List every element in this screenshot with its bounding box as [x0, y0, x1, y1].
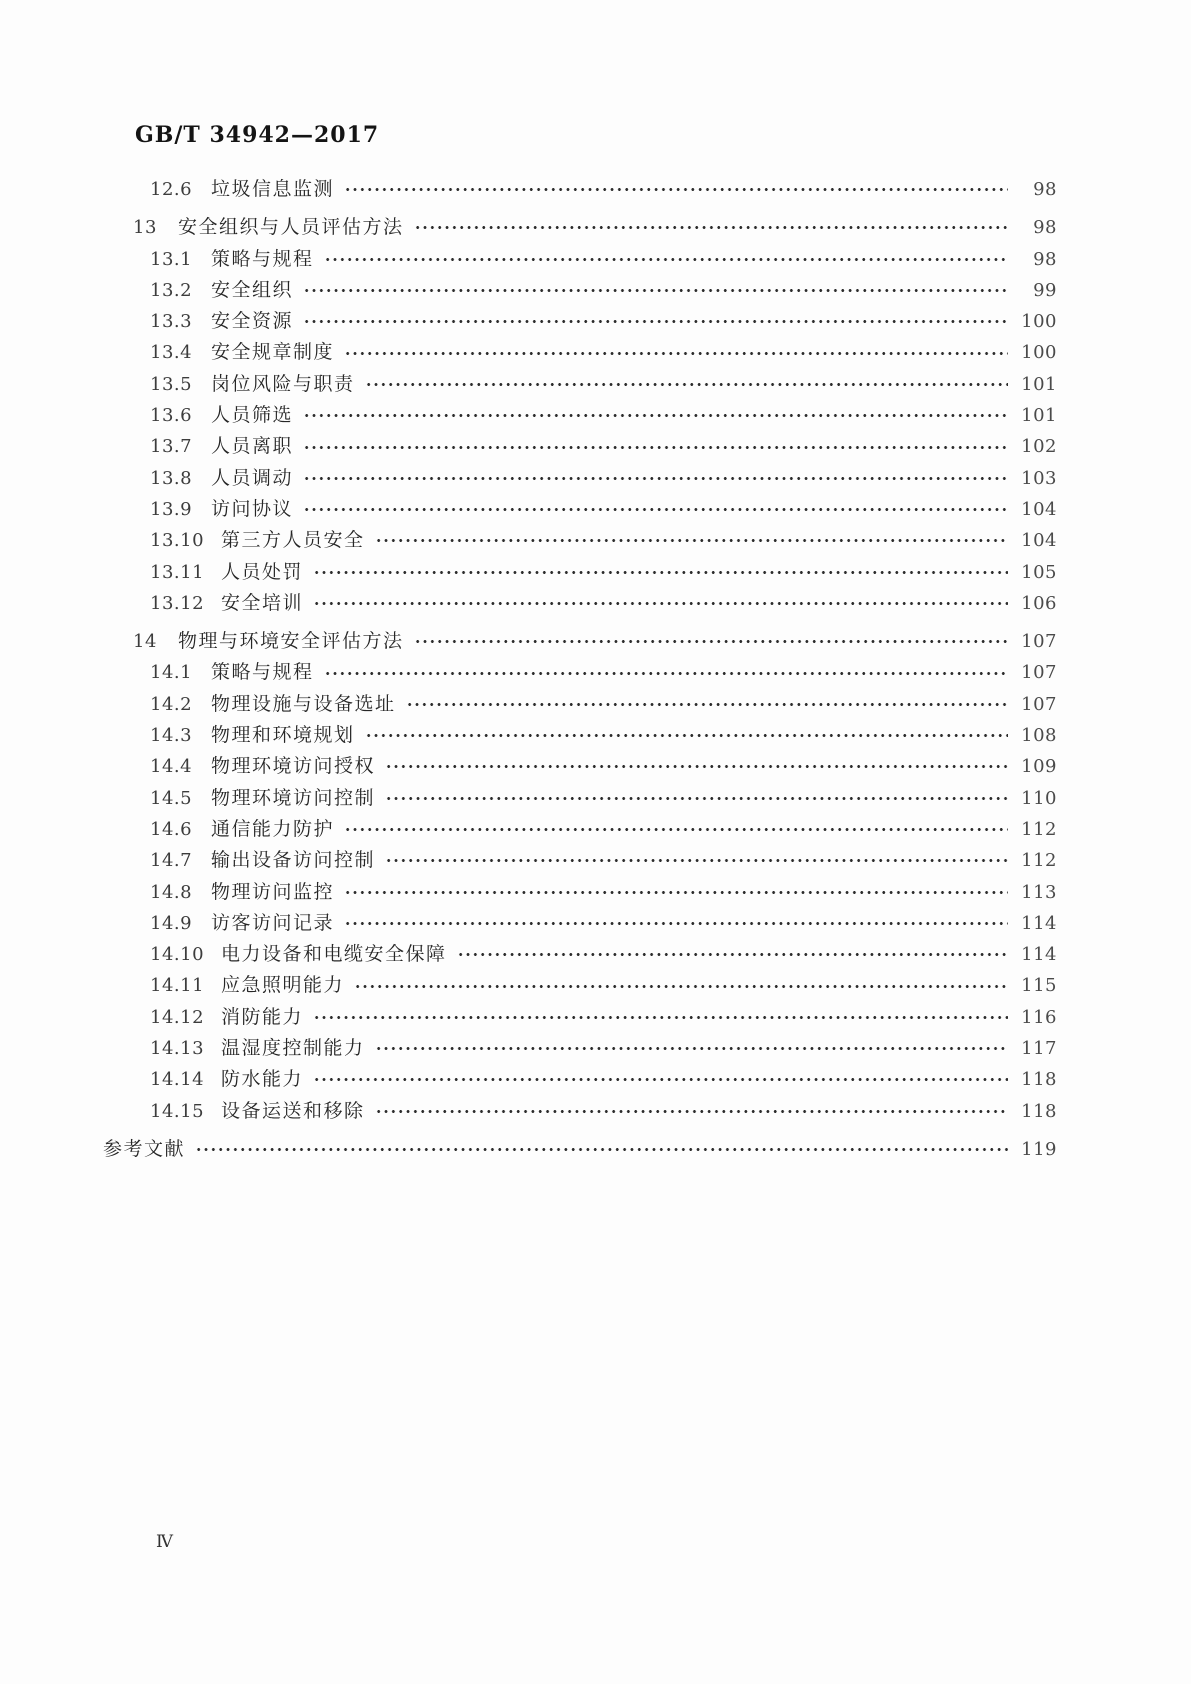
- toc-entry-title: 访问协议: [211, 497, 294, 520]
- toc-entry-page: 118: [1021, 1069, 1057, 1091]
- toc-entry-title: 人员处罚: [221, 560, 304, 583]
- toc-entry-title: 消防能力: [221, 1005, 304, 1028]
- toc-entry-title: 物理设施与设备选址: [211, 692, 396, 715]
- standard-number-header: GB/T 34942—2017: [135, 122, 380, 148]
- dot-leader: [193, 1140, 1008, 1159]
- dot-leader: [301, 281, 1008, 300]
- toc-entry-number: 13.1: [150, 248, 193, 270]
- toc-entry: [103, 908, 1057, 939]
- toc-entry: [103, 212, 1057, 243]
- toc-entry-title: 访客访问记录: [211, 911, 335, 934]
- toc-entry-number: 13.11: [150, 561, 205, 583]
- dot-leader: [342, 344, 1008, 363]
- dot-leader: [311, 1070, 1008, 1089]
- dot-leader: [352, 977, 1008, 996]
- toc-entry-number: 13.3: [150, 311, 193, 333]
- dot-leader: [322, 250, 1008, 269]
- toc-entry-number: 13.6: [150, 405, 193, 427]
- toc-entry: [103, 463, 1057, 494]
- toc-entry-title: 人员筛选: [211, 404, 294, 427]
- toc-entry-title: 安全培训: [221, 591, 304, 614]
- dot-leader: [363, 375, 1008, 394]
- toc-entry-title: 物理环境访问授权: [211, 755, 376, 778]
- toc-entry-title: 温湿度控制能力: [221, 1037, 365, 1060]
- toc-entry-page: 112: [1021, 818, 1057, 840]
- page-number-roman: Ⅳ: [156, 1532, 173, 1552]
- dot-leader: [383, 851, 1008, 870]
- toc-entry-title: 安全资源: [211, 310, 294, 333]
- toc-entry-number: 14.11: [150, 975, 205, 997]
- dot-leader: [342, 820, 1008, 839]
- toc-entry-title: 策略与规程: [211, 247, 314, 270]
- toc-entry-page: 114: [1021, 912, 1057, 934]
- dot-leader: [301, 500, 1008, 519]
- toc-entry-title: 垃圾信息监测: [211, 178, 335, 200]
- toc-entry-number: 14.5: [150, 787, 193, 809]
- toc-entry-page: 107: [1021, 693, 1057, 715]
- dot-leader: [363, 726, 1008, 745]
- toc-entry: [103, 1002, 1057, 1033]
- dot-leader: [342, 914, 1008, 933]
- toc-entry: [103, 814, 1057, 845]
- toc-entry-number: 14.2: [150, 693, 193, 715]
- toc-entry-page: 106: [1021, 592, 1057, 614]
- toc-entry-title: 物理与环境安全评估方法: [178, 630, 404, 653]
- toc-entry: [103, 557, 1057, 588]
- toc-entry-number: 14.6: [150, 818, 193, 840]
- dot-leader: [373, 1102, 1008, 1121]
- dot-leader: [342, 883, 1008, 902]
- toc-entry-number: 12.6: [150, 179, 193, 200]
- dot-leader: [311, 594, 1008, 613]
- toc-entry: [103, 751, 1057, 782]
- dot-leader: [412, 632, 1008, 651]
- dot-leader: [301, 312, 1008, 331]
- dot-leader: [301, 406, 1008, 425]
- toc-entry-number: 13.4: [150, 342, 193, 364]
- toc-entry-number: 14: [133, 631, 157, 653]
- toc-entry-number: 13.5: [150, 373, 193, 395]
- toc-entry: [103, 720, 1057, 751]
- toc-entry-page: 114: [1021, 944, 1057, 966]
- dot-leader: [412, 218, 1008, 237]
- toc-entry-title: 设备运送和移除: [221, 1099, 365, 1122]
- toc-entry-number: 13.2: [150, 279, 193, 301]
- toc-entry-title: 电力设备和电缆安全保障: [221, 943, 447, 966]
- toc-entry-title: 参考文献: [103, 1137, 186, 1160]
- toc-entry-number: 14.10: [150, 944, 205, 966]
- toc-entry-number: 14.4: [150, 756, 193, 778]
- toc-entry: [103, 306, 1057, 337]
- toc-entry: [103, 626, 1057, 657]
- toc-entry: [103, 431, 1057, 462]
- toc-entry-number: 13.7: [150, 436, 193, 458]
- dot-leader: [383, 757, 1008, 776]
- toc-entry-title: 物理环境访问控制: [211, 786, 376, 809]
- toc-entry-page: 101: [1021, 405, 1057, 427]
- toc-entry-page: 105: [1021, 561, 1057, 583]
- toc-entry-page: 104: [1021, 498, 1057, 520]
- toc-entry-page: 98: [1033, 217, 1057, 239]
- toc-entry-page: 108: [1021, 725, 1057, 747]
- toc-entry-page: 107: [1021, 631, 1057, 653]
- toc-entry-title: 物理和环境规划: [211, 724, 355, 747]
- toc-entry-number: 13.12: [150, 592, 205, 614]
- toc-entry-title: 防水能力: [221, 1068, 304, 1091]
- toc-entry-page: 99: [1033, 279, 1057, 301]
- toc-entry: [103, 657, 1057, 688]
- toc-entry: [103, 970, 1057, 1001]
- toc-entry: [103, 494, 1057, 525]
- toc-entry: [103, 1033, 1057, 1064]
- toc-entry-number: 14.12: [150, 1006, 205, 1028]
- toc-entry-title: 通信能力防护: [211, 817, 335, 840]
- toc-entry-page: 104: [1021, 530, 1057, 552]
- toc-entry-title: 安全组织: [211, 278, 294, 301]
- dot-leader: [383, 789, 1008, 808]
- toc-entry-title: 安全组织与人员评估方法: [178, 216, 404, 239]
- toc-entry-page: 101: [1021, 373, 1057, 395]
- dot-leader: [311, 1008, 1008, 1027]
- toc-entry-number: 14.9: [150, 912, 193, 934]
- toc-entry-number: 14.8: [150, 881, 193, 903]
- toc-entry: [103, 588, 1057, 619]
- toc-entry-number: 14.3: [150, 725, 193, 747]
- toc-entry: [103, 1064, 1057, 1095]
- toc-entry-number: 14.14: [150, 1069, 205, 1091]
- toc-entry-page: 100: [1021, 311, 1057, 333]
- toc-entry-page: 116: [1021, 1006, 1057, 1028]
- dot-leader: [342, 180, 1008, 199]
- toc-entry-title: 物理访问监控: [211, 880, 335, 903]
- toc-entry: [103, 845, 1057, 876]
- toc-entry: [103, 337, 1057, 368]
- toc-entry: [103, 783, 1057, 814]
- toc-entry: [103, 525, 1057, 556]
- toc-list: [103, 174, 1057, 1165]
- toc-entry-title: 安全规章制度: [211, 341, 335, 364]
- dot-leader: [301, 469, 1008, 488]
- toc-entry: [103, 1134, 1057, 1165]
- toc-entry-page: 107: [1021, 662, 1057, 684]
- toc-entry-page: 113: [1021, 881, 1057, 903]
- dot-leader: [373, 531, 1008, 550]
- dot-leader: [301, 438, 1008, 457]
- toc-entry-title: 人员调动: [211, 466, 294, 489]
- toc-entry-page: 112: [1021, 850, 1057, 872]
- toc-entry-page: 119: [1021, 1138, 1057, 1160]
- toc-entry: [103, 400, 1057, 431]
- dot-leader: [311, 563, 1008, 582]
- toc-entry-number: 14.15: [150, 1100, 205, 1122]
- toc-entry: [103, 275, 1057, 306]
- toc-entry-title: 应急照明能力: [221, 974, 345, 997]
- toc-entry: [103, 689, 1057, 720]
- toc-entry-page: 109: [1021, 756, 1057, 778]
- toc-entry-page: 103: [1021, 467, 1057, 489]
- toc-entry-page: 98: [1033, 179, 1057, 200]
- toc-entry-page: 100: [1021, 342, 1057, 364]
- toc-entry: [103, 939, 1057, 970]
- dot-leader: [404, 695, 1008, 714]
- dot-leader: [322, 664, 1008, 683]
- toc-entry-number: 14.7: [150, 850, 193, 872]
- toc-entry-title: 第三方人员安全: [221, 529, 365, 552]
- toc-entry: [103, 174, 1057, 205]
- toc-entry-number: 13.9: [150, 498, 193, 520]
- toc-entry-page: 117: [1021, 1038, 1057, 1060]
- toc-entry-title: 策略与规程: [211, 661, 314, 684]
- toc-entry-title: 岗位风险与职责: [211, 372, 355, 395]
- toc-entry-number: 13.8: [150, 467, 193, 489]
- toc-entry-page: 115: [1021, 975, 1057, 997]
- toc-entry-number: 14.1: [150, 662, 193, 684]
- toc-entry: [103, 244, 1057, 275]
- toc-entry-title: 人员离职: [211, 435, 294, 458]
- toc-entry-page: 98: [1033, 248, 1057, 270]
- toc-entry: [103, 877, 1057, 908]
- toc-entry-number: 13: [133, 217, 157, 239]
- toc-entry-number: 13.10: [150, 530, 205, 552]
- toc-entry: [103, 1096, 1057, 1127]
- toc-entry-page: 102: [1021, 436, 1057, 458]
- dot-leader: [455, 945, 1008, 964]
- dot-leader: [373, 1039, 1008, 1058]
- toc-entry-title: 输出设备访问控制: [211, 849, 376, 872]
- toc-entry: [103, 369, 1057, 400]
- toc-entry-number: 14.13: [150, 1038, 205, 1060]
- toc-entry-page: 110: [1021, 787, 1057, 809]
- toc-entry-page: 118: [1021, 1100, 1057, 1122]
